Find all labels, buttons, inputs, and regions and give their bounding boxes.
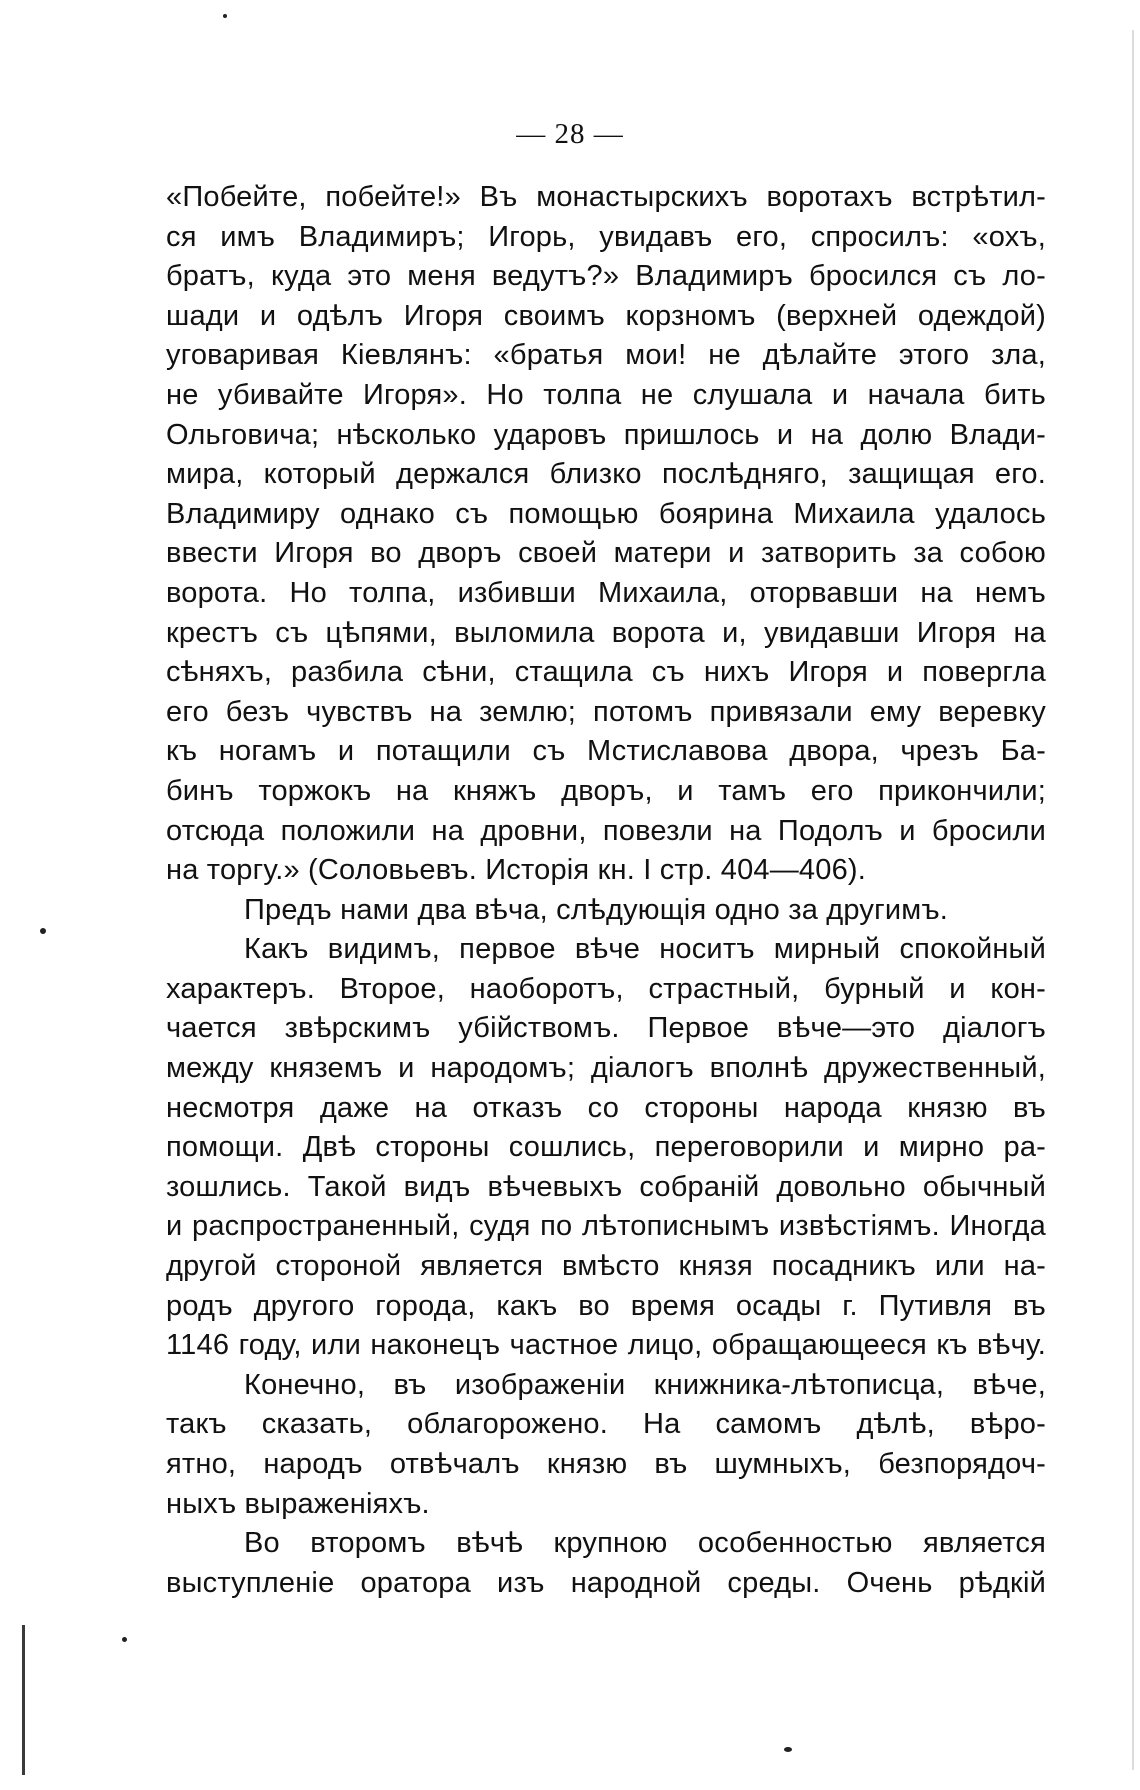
text-line: характеръ. Второе, наоборотъ, страстный, бурный и кон-	[166, 972, 1046, 1005]
text-line: «Побейте, побейте!» Въ монастырскихъ воротахъ встрѣтил-	[166, 181, 1046, 213]
text-line: зошлись. Такой видъ вѣчевыхъ собраній довольно обычный	[166, 1170, 1046, 1203]
paragraph-start-line: Конечно, въ изображеніи книжника-лѣтописца, вѣче,	[244, 1368, 1046, 1401]
binding-edge-line	[22, 1625, 25, 1775]
text-line: братъ, куда это меня ведутъ?» Владимиръ бросился съ ло-	[166, 260, 1046, 293]
text-line: несмотря даже на отказъ со стороны народа князю въ	[166, 1091, 1046, 1124]
page-edge-line	[1132, 30, 1134, 1770]
text-line: между княземъ и народомъ; діалогъ вполнѣ дружественный,	[166, 1052, 1046, 1085]
paragraph-start-line: Предъ нами два вѣча, слѣдующія одно за другимъ.	[244, 893, 949, 926]
paragraph-start-line: Какъ видимъ, первое вѣче носитъ мирный спокойный	[244, 933, 1046, 966]
text-line: и распространенный, судя по лѣтописнымъ извѣстіямъ. Иногда	[166, 1210, 1046, 1243]
text-line: не убивайте Игоря». Но толпа не слушала и начала бить	[166, 378, 1046, 411]
text-line: другой стороной является вмѣсто князя посадникъ или на-	[166, 1250, 1046, 1283]
print-speck	[40, 928, 46, 934]
text-line: мира, который держался близко послѣдняго, защищая его.	[166, 458, 1046, 491]
text-line: на торгу.» (Соловьевъ. Исторія кн. I стр. 404—406).	[166, 854, 867, 887]
text-line: ятно, народъ отвѣчалъ князю въ шумныхъ, безпорядоч-	[166, 1448, 1046, 1480]
text-line: чается звѣрскимъ убійствомъ. Первое вѣче—это діалогъ	[166, 1012, 1046, 1045]
paragraph-start-line: Во второмъ вѣчѣ крупною особенностью является	[244, 1527, 1046, 1560]
print-speck	[784, 1747, 792, 1752]
text-line: его безъ чувствъ на землю; потомъ привязали ему веревку	[166, 695, 1046, 728]
text-line: сѣняхъ, разбила сѣни, стащила съ нихъ Игоря и повергла	[166, 656, 1046, 689]
text-line: ныхъ выраженіяхъ.	[166, 1487, 430, 1520]
body-text	[166, 178, 1046, 1603]
text-line: выступленіе оратора изъ народной среды. Очень рѣдкій	[166, 1566, 1046, 1599]
print-speck	[122, 1637, 127, 1642]
text-line: родъ другого города, какъ во время осады г. Путивля въ	[166, 1289, 1046, 1322]
text-line: Владимиру однако съ помощью боярина Михаила удалось	[166, 497, 1046, 530]
text-line: ворота. Но толпа, избивши Михаила, оторвавши на немъ	[166, 576, 1046, 609]
text-line: бинъ торжокъ на княжъ дворъ, и тамъ его прикончили;	[166, 774, 1046, 807]
text-line: помощи. Двѣ стороны сошлись, переговорили и мирно ра-	[166, 1131, 1046, 1164]
text-line: такъ сказать, облагорожено. На самомъ дѣлѣ, вѣро-	[166, 1408, 1046, 1441]
text-line: ся имъ Владимиръ; Игорь, увидавъ его, спросилъ: «охъ,	[166, 220, 1046, 253]
text-line: отсюда положили на дровни, повезли на Подолъ и бросили	[166, 814, 1046, 847]
text-line: ввести Игоря во дворъ своей матери и затворить за собою	[166, 537, 1046, 570]
text-line: 1146 году, или наконецъ частное лицо, обращающееся къ вѣчу.	[166, 1329, 1046, 1362]
text-line: шади и одѣлъ Игоря своимъ корзномъ (верхней одеждой)	[166, 299, 1046, 332]
text-line: уговаривая Кіевлянъ: «братья мои! не дѣлайте этого зла,	[166, 339, 1046, 372]
text-line: къ ногамъ и потащили съ Мстиславова двора, чрезъ Ба-	[166, 735, 1046, 768]
text-line: Ольговича; нѣсколько ударовъ пришлось и на долю Влади-	[166, 418, 1046, 451]
print-speck	[223, 14, 227, 18]
page-number: — 28 —	[516, 118, 624, 150]
text-line: крестъ съ цѣпями, выломила ворота и, увидавши Игоря на	[166, 616, 1046, 649]
